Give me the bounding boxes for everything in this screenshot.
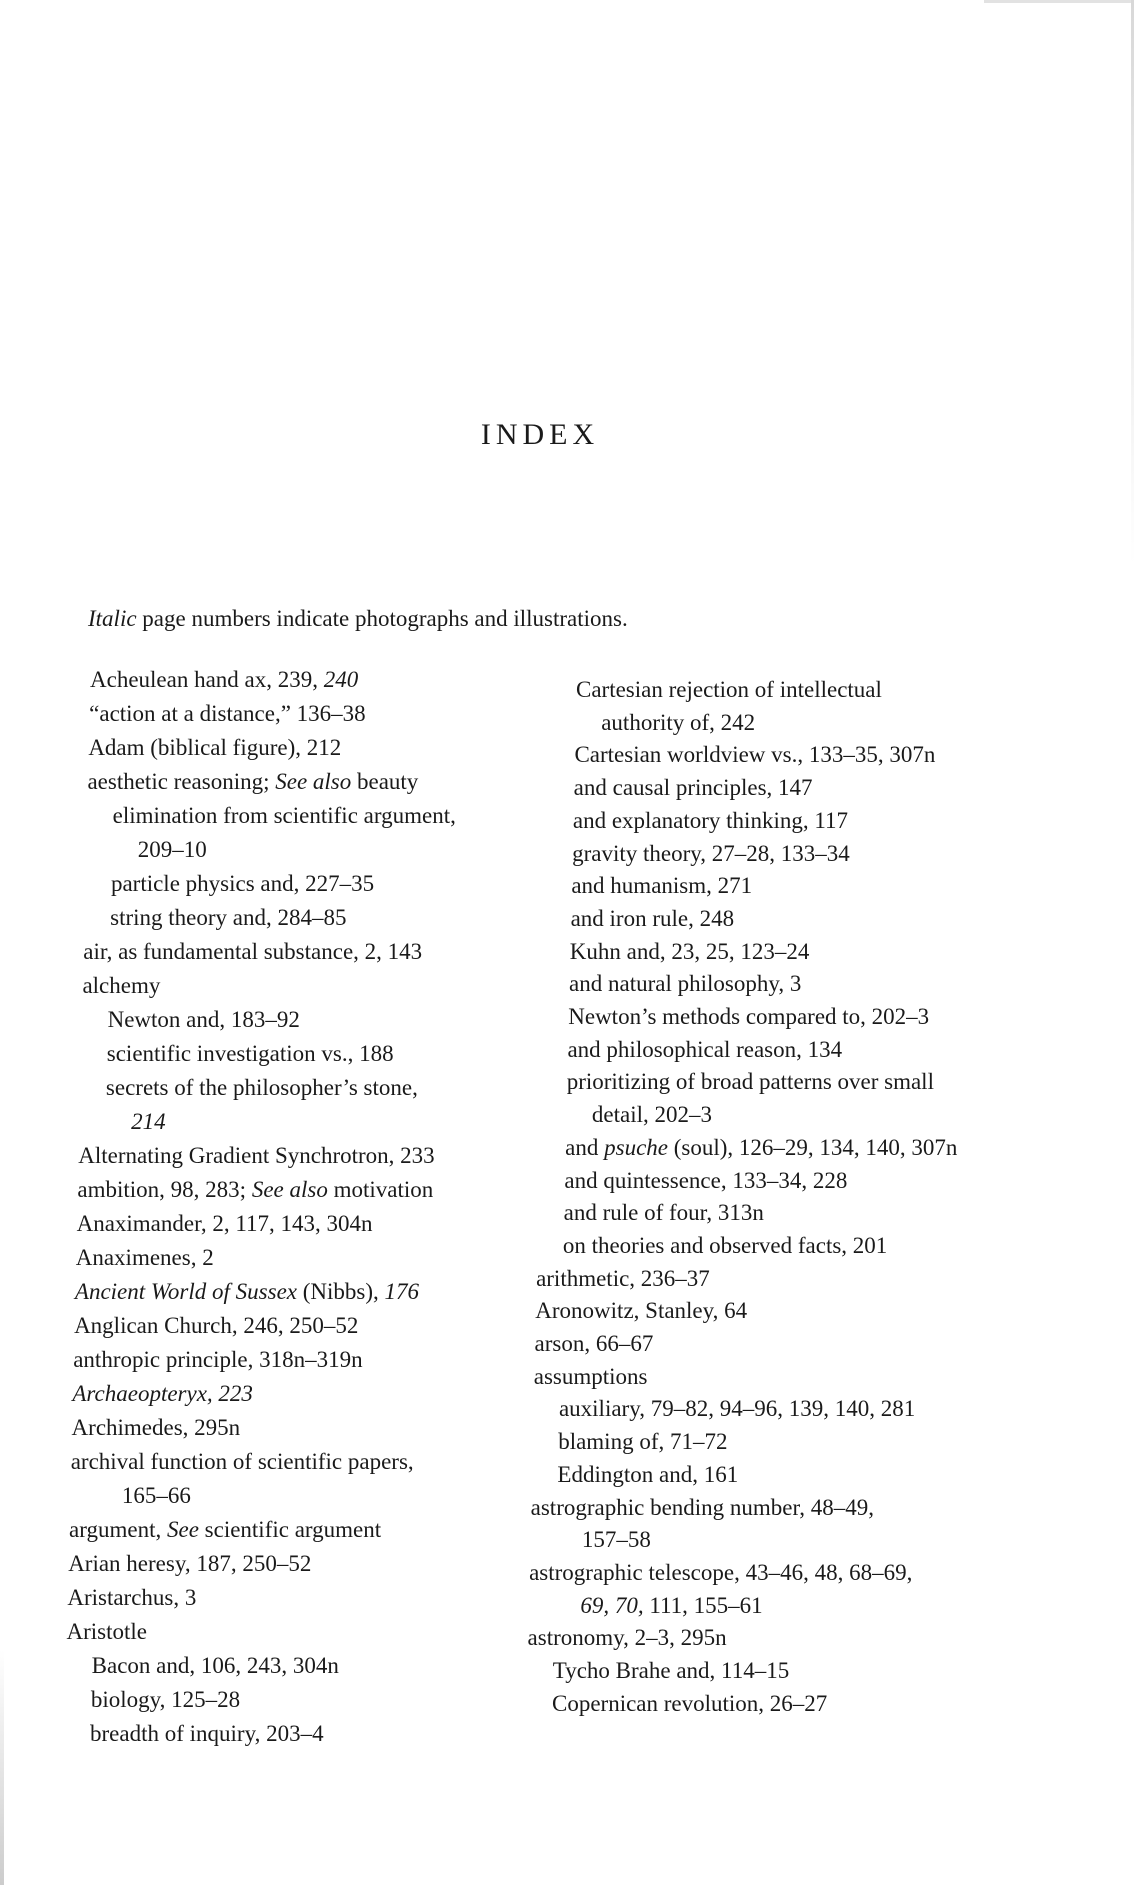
entry-text: detail, 202–3	[591, 1102, 713, 1128]
index-subentry	[572, 840, 850, 868]
entry-text: Bacon and, 106, 243, 304n	[91, 1653, 339, 1678]
entry-text: ambition, 98, 283;	[77, 1177, 252, 1202]
index-subentry	[559, 1395, 915, 1423]
index-subentry	[111, 870, 374, 898]
entry-text: and philosophical reason, 134	[567, 1036, 843, 1062]
italic-note	[88, 606, 628, 632]
index-subentry	[108, 1006, 300, 1034]
index-entry-continuation	[592, 1101, 712, 1129]
entry-text: secrets of the philosopher’s stone,	[105, 1075, 418, 1100]
entry-text: archival function of scientific papers,	[70, 1449, 414, 1474]
entry-text: beauty	[351, 769, 419, 794]
index-subentry	[571, 872, 752, 900]
italic-text: 176	[384, 1279, 420, 1304]
italic-text: See also	[275, 769, 352, 794]
index-entry-continuation	[138, 836, 207, 864]
entry-text: Aristotle	[66, 1619, 148, 1644]
index-entry-continuation	[122, 1482, 191, 1510]
entry-text: Aristarchus, 3	[67, 1585, 197, 1610]
italic-text: See also	[251, 1177, 328, 1202]
index-entry	[87, 768, 418, 796]
entry-text: scientific investigation vs., 188	[106, 1041, 394, 1066]
entry-text: Cartesian worldview vs., 133–35, 307n	[574, 742, 936, 768]
index-entry	[531, 1494, 874, 1522]
entry-text: astronomy, 2–3, 295n	[527, 1625, 727, 1651]
note-italic: Italic	[88, 606, 137, 631]
index-entry-continuation	[601, 709, 755, 737]
entry-text: Anaximenes, 2	[75, 1245, 214, 1270]
entry-text: Kuhn and, 23, 25, 123–24	[569, 938, 810, 964]
index-subentry	[574, 774, 813, 802]
index-entry	[77, 1176, 433, 1204]
page-edge-shadow	[0, 1650, 4, 1885]
entry-text: 157–58	[581, 1527, 651, 1553]
index-entry	[529, 1559, 912, 1587]
index-subentry	[570, 938, 810, 966]
entry-text: particle physics and, 227–35	[110, 871, 375, 896]
entry-text: on theories and observed facts, 201	[562, 1232, 888, 1258]
italic-text: 214	[131, 1109, 166, 1134]
entry-text: 209–10	[137, 837, 207, 862]
index-entry	[82, 972, 160, 1000]
entry-text: scientific argument	[198, 1517, 382, 1542]
entry-text: Eddington and, 161	[557, 1461, 739, 1487]
entry-text: Anaximander, 2, 117, 143, 304n	[76, 1211, 373, 1236]
italic-text: See	[166, 1517, 199, 1542]
entry-text: Archimedes, 295n	[71, 1415, 241, 1440]
entry-text: astrographic bending number, 48–49,	[530, 1494, 875, 1520]
index-entry	[69, 1516, 381, 1544]
index-entry	[78, 1142, 434, 1170]
entry-text: Adam (biblical figure), 212	[88, 735, 342, 760]
entry-text: and	[565, 1134, 605, 1160]
entry-text: motivation	[327, 1177, 434, 1202]
index-subentry	[563, 1232, 887, 1260]
index-entry-continuation	[131, 1108, 166, 1136]
index-subentry	[552, 1690, 827, 1718]
index-entry	[67, 1584, 196, 1612]
entry-text: gravity theory, 27–28, 133–34	[572, 840, 850, 866]
entry-text: (Nibbs),	[296, 1279, 385, 1304]
entry-text: Acheulean hand ax, 239,	[90, 667, 324, 692]
italic-text: 240	[323, 667, 359, 692]
index-entry	[76, 1244, 214, 1272]
index-entry-continuation	[580, 1592, 762, 1620]
index-subentry	[564, 1167, 847, 1195]
index-subentry	[573, 807, 848, 835]
entry-text: breadth of inquiry, 203–4	[90, 1721, 324, 1746]
entry-text: arson, 66–67	[534, 1331, 654, 1356]
entry-text: Newton and, 183–92	[107, 1007, 300, 1032]
index-subentry	[571, 905, 735, 933]
entry-text: astrographic telescope, 43–46, 48, 68–69,	[529, 1559, 913, 1585]
entry-text: Aronowitz, Stanley, 64	[535, 1298, 748, 1324]
page-title: INDEX	[480, 418, 600, 451]
index-entry	[73, 1346, 362, 1374]
index-subentry	[576, 676, 882, 704]
entry-text: Anglican Church, 246, 250–52	[74, 1313, 359, 1338]
index-entry-continuation	[582, 1526, 651, 1554]
entry-text: 165–66	[121, 1483, 191, 1508]
entry-text: blaming of, 71–72	[558, 1429, 728, 1455]
entry-text: and quintessence, 133–34, 228	[564, 1167, 848, 1193]
index-entry	[72, 1380, 253, 1408]
index-entry	[67, 1618, 148, 1646]
index-subentry	[569, 970, 801, 998]
index-subentry	[553, 1657, 789, 1685]
index-subentry	[564, 1199, 764, 1227]
entry-text: air, as fundamental substance, 2, 143	[83, 939, 423, 964]
index-entry	[75, 1278, 419, 1306]
entry-text: and iron rule, 248	[570, 905, 735, 931]
entry-text: 111, 155–61	[643, 1592, 763, 1618]
index-entry	[89, 700, 366, 728]
italic-text: Archaeopteryx, 223	[72, 1381, 253, 1406]
entry-text: and explanatory thinking, 117	[572, 807, 848, 833]
entry-text: auxiliary, 79–82, 94–96, 139, 140, 281	[558, 1396, 916, 1422]
entry-text: Arian heresy, 187, 250–52	[68, 1551, 312, 1576]
index-subentry	[567, 1068, 934, 1096]
index-subentry	[568, 1003, 929, 1031]
entry-text: and causal principles, 147	[573, 775, 813, 801]
index-subentry	[574, 741, 935, 769]
index-subentry	[557, 1461, 738, 1489]
index-subentry	[107, 1040, 394, 1068]
entry-text: Newton’s methods compared to, 202–3	[568, 1004, 930, 1029]
note-text: page numbers indicate photographs and illustrations.	[136, 606, 628, 631]
index-entry	[534, 1363, 648, 1391]
index-subentry	[92, 1652, 339, 1680]
entry-text: (soul), 126–29, 134, 140, 307n	[668, 1134, 958, 1160]
entry-text: anthropic principle, 318n–319n	[73, 1347, 363, 1372]
entry-text: arithmetic, 236–37	[536, 1265, 710, 1291]
entry-text: and humanism, 271	[571, 873, 753, 899]
index-entry	[535, 1330, 654, 1358]
entry-text: alchemy	[82, 973, 161, 998]
italic-text: psuche	[604, 1134, 668, 1160]
index-subentry	[110, 904, 346, 932]
index-entry	[90, 666, 358, 694]
entry-text: Tycho Brahe and, 114–15	[552, 1658, 790, 1683]
index-entry	[83, 938, 422, 966]
index-subentry	[90, 1720, 324, 1748]
entry-text: and natural philosophy, 3	[569, 971, 802, 997]
index-entry	[535, 1297, 747, 1325]
page-edge-shadow	[984, 0, 1134, 3]
index-entry	[71, 1448, 414, 1476]
index-subentry	[565, 1134, 957, 1162]
italic-text: Ancient World of Sussex	[74, 1279, 297, 1304]
index-subentry	[106, 1074, 418, 1102]
entry-text: string theory and, 284–85	[110, 905, 347, 930]
entry-text: authority of, 242	[601, 709, 756, 735]
entry-text: elimination from scientific argument,	[112, 803, 456, 828]
index-subentry	[558, 1428, 727, 1456]
index-entry	[74, 1312, 358, 1340]
index-entry	[68, 1550, 311, 1578]
entry-text: argument,	[69, 1517, 167, 1542]
entry-text: biology, 125–28	[90, 1687, 241, 1712]
index-subentry	[113, 802, 456, 830]
entry-text: Alternating Gradient Synchrotron, 233	[78, 1143, 435, 1168]
italic-text: 69, 70,	[580, 1592, 644, 1618]
index-subentry	[91, 1686, 240, 1714]
index-entry	[88, 734, 341, 762]
entry-text: aesthetic reasoning;	[87, 769, 276, 794]
entry-text: Cartesian rejection of intellectual	[576, 677, 882, 702]
entry-text: assumptions	[533, 1363, 648, 1389]
index-entry	[77, 1210, 373, 1238]
index-subentry	[567, 1036, 842, 1064]
index-entry	[72, 1414, 241, 1442]
entry-text: Copernican revolution, 26–27	[552, 1690, 828, 1716]
entry-text: prioritizing of broad patterns over small	[566, 1069, 934, 1095]
entry-text: “action at a distance,” 136–38	[89, 701, 366, 726]
index-entry	[528, 1624, 727, 1652]
index-entry	[536, 1265, 710, 1293]
entry-text: and rule of four, 313n	[563, 1200, 764, 1226]
